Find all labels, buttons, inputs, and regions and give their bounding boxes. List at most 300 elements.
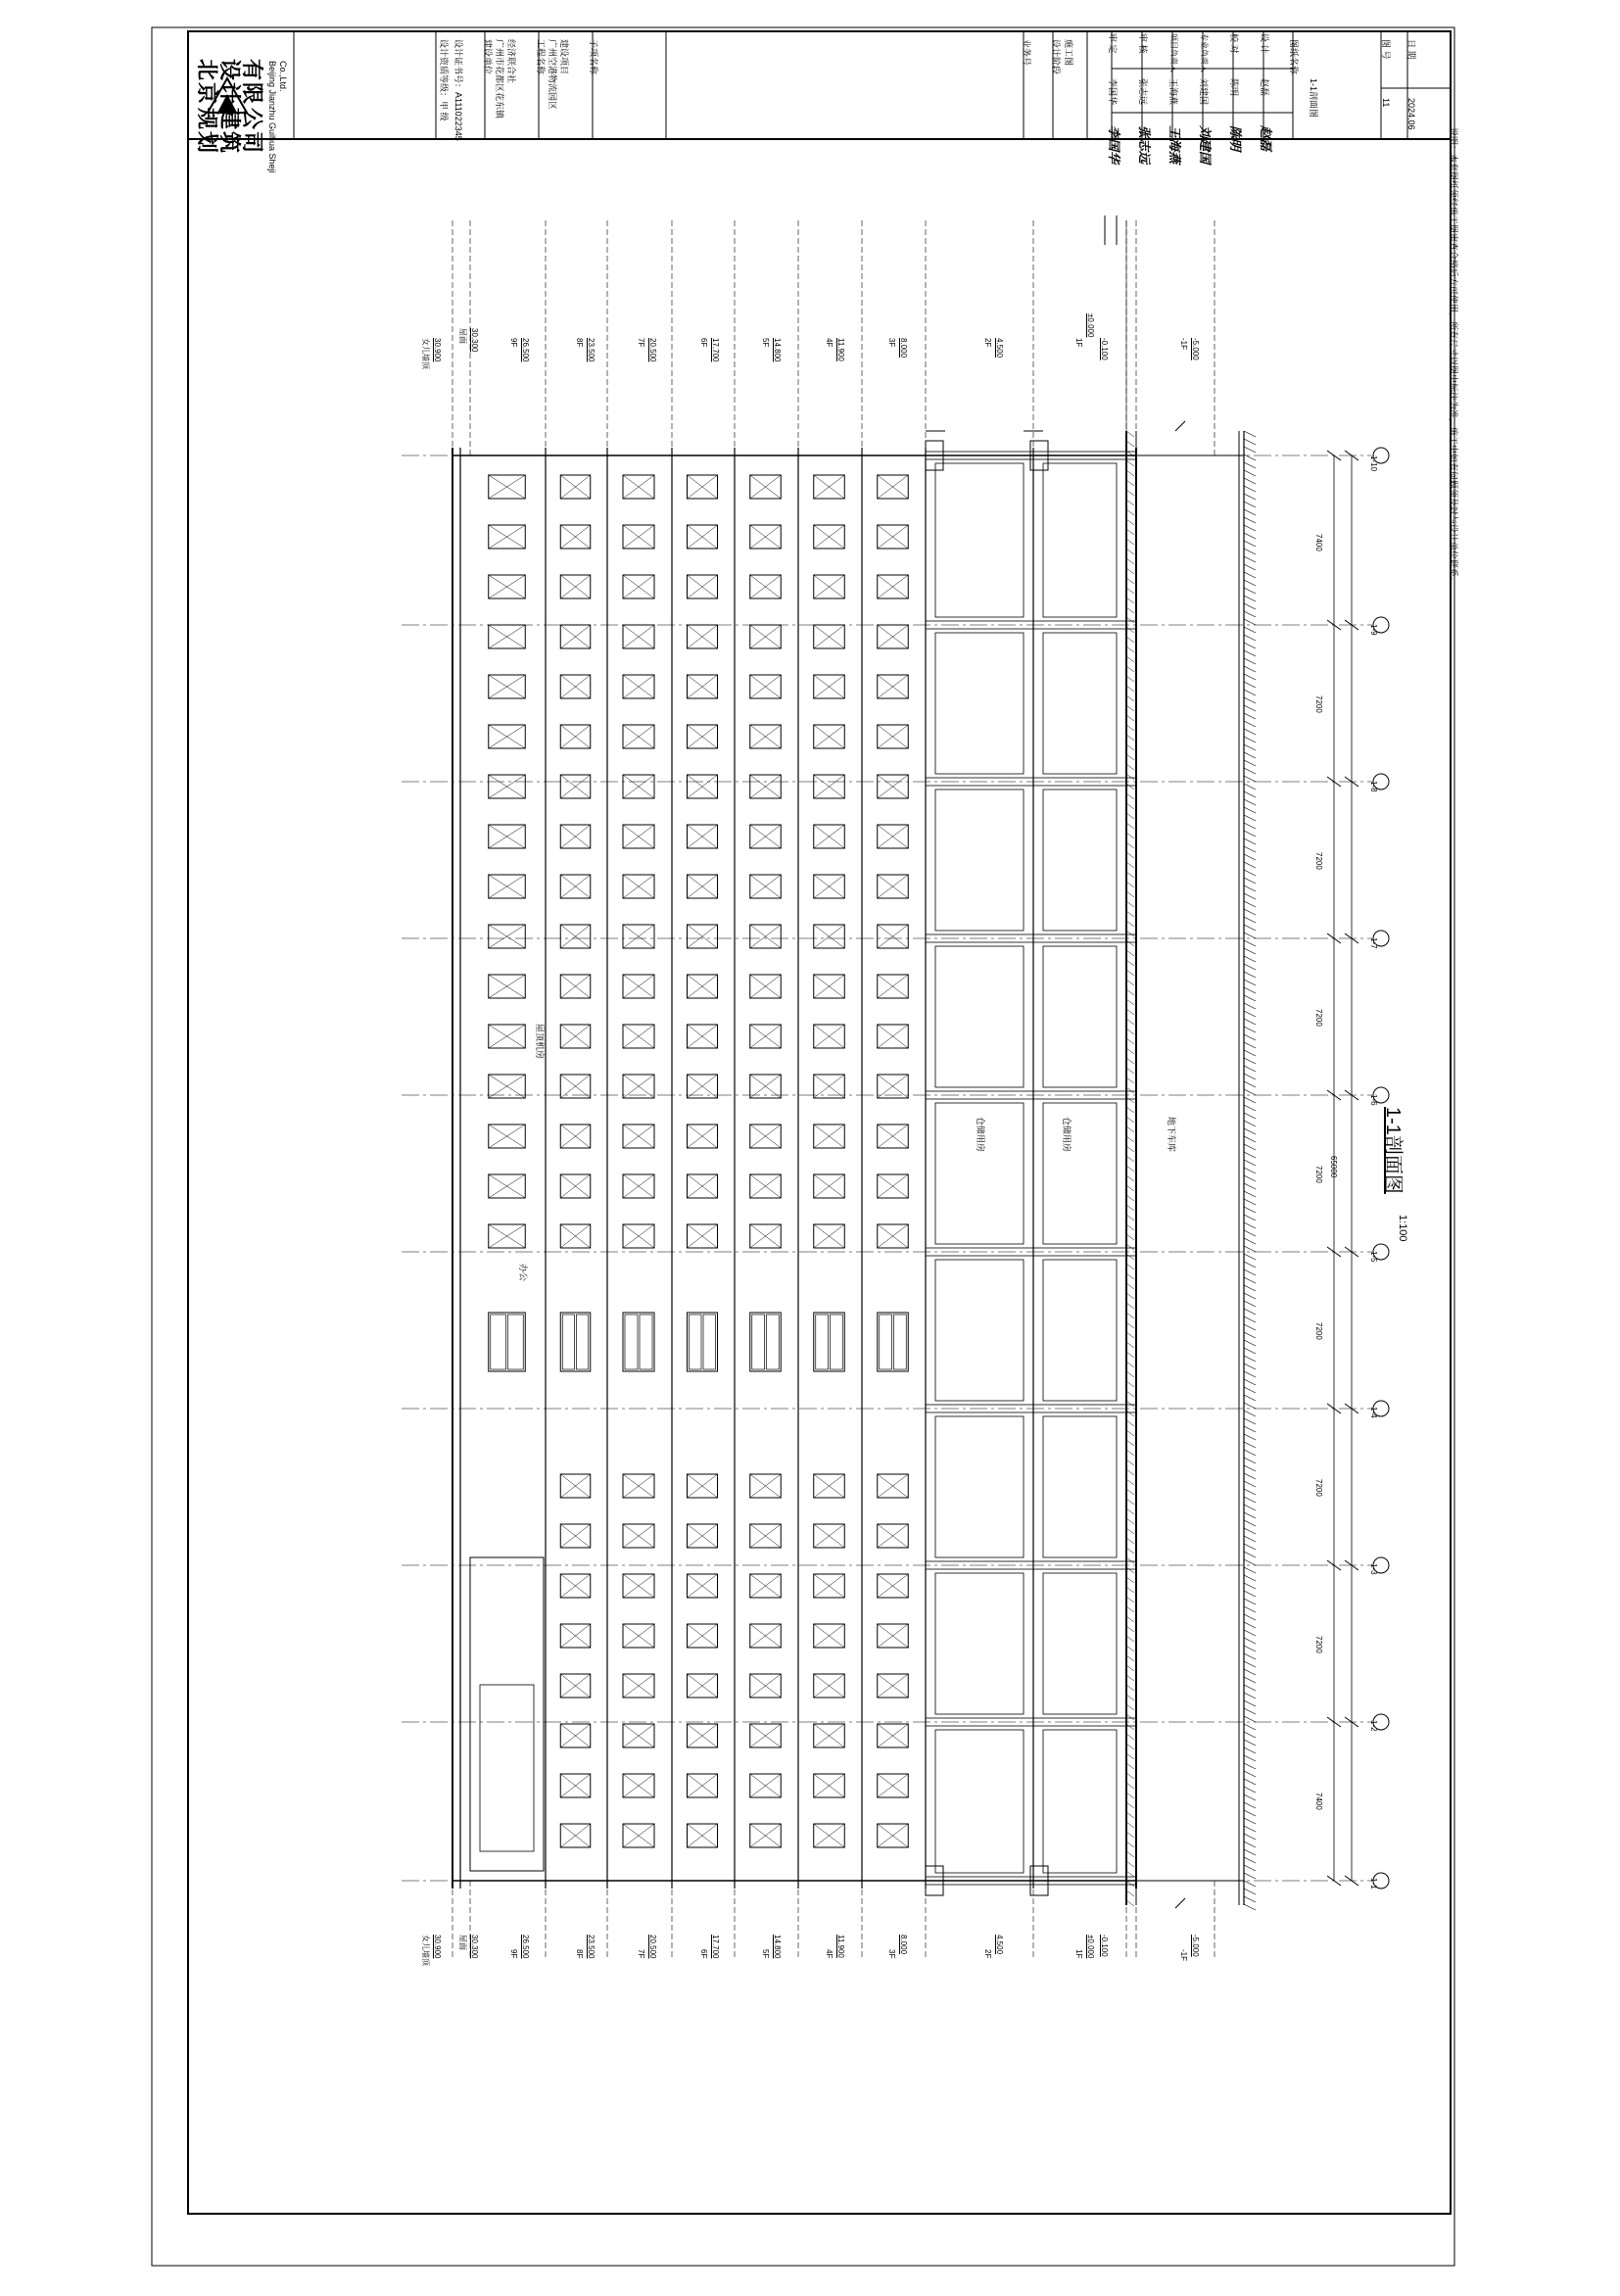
earth-hatch — [1244, 1802, 1256, 1808]
earth-hatch — [1244, 878, 1256, 884]
sign-name-2: 王海燕 — [1168, 78, 1178, 106]
dim-1: 7200 — [1314, 1636, 1323, 1653]
sign-role-4: 校 对 — [1229, 33, 1239, 54]
basement-hatch — [1126, 509, 1134, 515]
dim-6: 7200 — [1314, 852, 1323, 870]
basement-hatch — [1126, 1890, 1134, 1896]
earth-hatch — [1244, 431, 1256, 437]
basement-hatch — [1126, 911, 1134, 917]
ground-room — [935, 946, 1024, 1087]
earth-hatch — [1244, 650, 1256, 656]
earth-hatch — [1244, 1152, 1256, 1158]
earth-hatch — [1244, 1215, 1256, 1220]
level-bottom-name-5: 6F — [699, 1949, 708, 1959]
door-panel — [750, 1313, 782, 1371]
earth-hatch — [1244, 1559, 1256, 1565]
dim-total: 65000 — [1329, 1156, 1338, 1178]
earth-hatch — [1244, 462, 1256, 468]
earth-hatch — [1244, 1599, 1256, 1604]
basement-hatch — [1126, 1254, 1134, 1260]
earth-hatch — [1244, 494, 1256, 500]
basement-hatch — [1126, 725, 1134, 731]
earth-hatch — [1244, 1536, 1256, 1542]
earth-hatch — [1244, 1034, 1256, 1040]
level-bottom-value-2: 26.500 — [521, 1935, 530, 1959]
basement-hatch — [1126, 676, 1134, 682]
level-top-name-4: 7F — [637, 338, 645, 348]
door-leaf — [767, 1315, 780, 1369]
earth-hatch — [1244, 1458, 1256, 1463]
ground-room — [1043, 1260, 1117, 1401]
level-top-name-1: 屋面 — [458, 328, 467, 344]
level-bottom-name-4: 7F — [637, 1949, 645, 1959]
basement-hatch — [1126, 617, 1134, 623]
sign-name-0: 李国华 — [1108, 78, 1118, 106]
earth-hatch — [1244, 1113, 1256, 1119]
axis-label-2: 1-3 — [1369, 1563, 1378, 1575]
basement-hatch — [1126, 1636, 1134, 1642]
sign-mark-0: 李国华 — [1106, 125, 1120, 165]
door-leaf — [880, 1315, 892, 1369]
basement-hatch — [1126, 1166, 1134, 1172]
earth-hatch — [1244, 807, 1256, 813]
company-name-2: 规划 — [194, 108, 219, 156]
earth-hatch — [1244, 1567, 1256, 1573]
basement-hatch — [1126, 1234, 1134, 1240]
door-leaf — [894, 1315, 907, 1369]
earth-hatch — [1244, 831, 1256, 837]
door-panel — [560, 1313, 591, 1371]
dim-8: 7400 — [1314, 534, 1323, 551]
earth-hatch — [1244, 1724, 1256, 1730]
basement-hatch — [1126, 627, 1134, 633]
earth-hatch — [1244, 1081, 1256, 1087]
earth-hatch — [1244, 909, 1256, 915]
earth-hatch — [1244, 1732, 1256, 1738]
basement-hatch — [1126, 1009, 1134, 1015]
ground-room — [1043, 1416, 1117, 1557]
basement-hatch — [1126, 784, 1134, 789]
ground-room — [1043, 463, 1117, 617]
ground-room — [935, 1573, 1024, 1714]
basement-hatch — [1126, 705, 1134, 711]
level-top-value-1: 30.300 — [470, 328, 479, 353]
basement-hatch — [1126, 1851, 1134, 1857]
earth-hatch — [1244, 1426, 1256, 1432]
basement-hatch — [1126, 1293, 1134, 1299]
drawing-name-value: 1-1剖面图 — [1309, 78, 1318, 119]
earth-hatch — [1244, 1520, 1256, 1526]
earth-hatch — [1244, 1246, 1256, 1252]
basement-hatch — [1126, 1146, 1134, 1152]
room-label-warehouse-1: 仓储用房 — [976, 1117, 985, 1153]
level-bottom-value-9: 4.500 — [995, 1935, 1004, 1955]
basement-hatch — [1126, 1371, 1134, 1377]
basement-hatch — [1126, 431, 1134, 437]
level-top-name-8: 3F — [887, 338, 896, 348]
earth-hatch — [1244, 1512, 1256, 1518]
basement-hatch — [1126, 1714, 1134, 1720]
basement-hatch — [1126, 823, 1134, 829]
qualification-cert: 设计证书号：A111022345 — [453, 39, 463, 141]
earth-hatch — [1244, 1505, 1256, 1510]
axis-label-6: 1-7 — [1369, 937, 1378, 949]
earth-hatch — [1244, 705, 1256, 711]
earth-hatch — [1244, 1763, 1256, 1769]
basement-hatch — [1126, 1126, 1134, 1132]
basement-hatch — [1126, 774, 1134, 780]
basement-hatch — [1126, 735, 1134, 741]
earth-hatch — [1244, 854, 1256, 860]
sign-mark-1: 张志远 — [1136, 125, 1151, 165]
basement-hatch — [1126, 1783, 1134, 1789]
basement-hatch — [1126, 1450, 1134, 1456]
basement-hatch — [1126, 1626, 1134, 1632]
basement-hatch — [1126, 1734, 1134, 1740]
basement-hatch — [1126, 460, 1134, 466]
room-label-office: 办公 — [518, 1264, 528, 1282]
earth-hatch — [1244, 1552, 1256, 1557]
basement-hatch — [1126, 1028, 1134, 1034]
door-panel — [688, 1313, 718, 1371]
basement-hatch — [1126, 529, 1134, 535]
earth-hatch — [1244, 533, 1256, 539]
basement-hatch — [1126, 1597, 1134, 1602]
earth-hatch — [1244, 697, 1256, 703]
basement-hatch — [1126, 480, 1134, 486]
level-bottom-name-8: 3F — [887, 1949, 896, 1959]
earth-hatch — [1244, 893, 1256, 899]
basement-hatch — [1126, 970, 1134, 976]
door-leaf — [491, 1315, 506, 1369]
earth-hatch — [1244, 1434, 1256, 1440]
earth-hatch — [1244, 1834, 1256, 1840]
basement-hatch — [1126, 980, 1134, 985]
earth-hatch — [1244, 674, 1256, 680]
basement-hatch — [1126, 754, 1134, 760]
earth-hatch — [1244, 635, 1256, 641]
ground-room — [935, 1260, 1024, 1401]
earth-hatch — [1244, 972, 1256, 978]
earth-hatch — [1244, 1614, 1256, 1620]
sign-mark-2: 王海燕 — [1167, 125, 1181, 165]
axis-label-8: 1-9 — [1369, 624, 1378, 636]
level-top-name-10: 1F — [1074, 338, 1083, 348]
earth-hatch — [1244, 572, 1256, 578]
earth-hatch — [1244, 1771, 1256, 1777]
earth-hatch — [1244, 1842, 1256, 1847]
company-name-4: 建筑 — [216, 108, 242, 156]
basement-hatch — [1126, 1381, 1134, 1387]
earth-hatch — [1244, 980, 1256, 985]
subproject-label: 子项名称 — [589, 39, 598, 75]
earth-hatch — [1244, 1293, 1256, 1299]
ground-room — [1043, 633, 1117, 774]
earth-hatch — [1244, 1630, 1256, 1636]
earth-hatch — [1244, 564, 1256, 570]
door-panel — [814, 1313, 845, 1371]
earth-hatch — [1244, 823, 1256, 829]
earth-hatch — [1244, 1050, 1256, 1056]
sign-name-5: 赵磊 — [1260, 78, 1269, 97]
earth-hatch — [1244, 838, 1256, 844]
earth-hatch — [1244, 1646, 1256, 1651]
earth-hatch — [1244, 799, 1256, 805]
earth-hatch — [1244, 1544, 1256, 1550]
basement-hatch — [1126, 441, 1134, 447]
earth-hatch — [1244, 1168, 1256, 1173]
earth-hatch — [1244, 1136, 1256, 1142]
earth-hatch — [1244, 791, 1256, 797]
level-top-value-3: 23.500 — [587, 338, 596, 362]
basement-hatch — [1126, 931, 1134, 936]
earth-hatch — [1244, 549, 1256, 554]
earth-hatch — [1244, 948, 1256, 954]
basement-hatch — [1126, 872, 1134, 878]
basement-hatch — [1126, 539, 1134, 545]
basement-hatch — [1126, 1832, 1134, 1838]
basement-hatch — [1126, 1900, 1134, 1906]
basement-hatch — [1126, 1097, 1134, 1103]
basement-hatch — [1126, 1058, 1134, 1064]
level-bottom-name-9: 2F — [983, 1949, 992, 1959]
earth-hatch — [1244, 1685, 1256, 1691]
earth-hatch — [1244, 486, 1256, 492]
earth-hatch — [1244, 1332, 1256, 1338]
sign-mark-4: 陈明 — [1227, 125, 1242, 152]
basement-hatch — [1126, 715, 1134, 721]
level-bottom-value-11: -0.100 — [1100, 1935, 1109, 1957]
earth-hatch — [1244, 447, 1256, 453]
basement-hatch — [1126, 1479, 1134, 1485]
basement-hatch — [1126, 803, 1134, 809]
basement-hatch — [1126, 813, 1134, 819]
basement-hatch — [1126, 882, 1134, 887]
earth-hatch — [1244, 760, 1256, 766]
earth-hatch — [1244, 556, 1256, 562]
basement-hatch — [1126, 1107, 1134, 1113]
inner-frame — [188, 31, 1451, 2214]
earth-hatch — [1244, 643, 1256, 648]
earth-hatch — [1244, 1371, 1256, 1377]
earth-hatch — [1244, 713, 1256, 719]
basement-hatch — [1126, 999, 1134, 1005]
basement-hatch — [1126, 1802, 1134, 1808]
basement-hatch — [1126, 1704, 1134, 1710]
basement-hatch — [1126, 1881, 1134, 1887]
basement-hatch — [1126, 666, 1134, 672]
earth-hatch — [1244, 956, 1256, 962]
earth-hatch — [1244, 1316, 1256, 1322]
level-bottom-value-1: 30.300 — [470, 1935, 479, 1959]
level-top-value-8: 8.000 — [899, 338, 908, 359]
earth-hatch — [1244, 1324, 1256, 1330]
earth-hatch — [1244, 1042, 1256, 1048]
earth-hatch — [1244, 1787, 1256, 1793]
basement-hatch — [1126, 1606, 1134, 1612]
level-top-value-11: -0.100 — [1100, 338, 1109, 360]
earth-hatch — [1244, 1865, 1256, 1871]
earth-hatch — [1244, 964, 1256, 970]
earth-hatch — [1244, 1340, 1256, 1346]
earth-hatch — [1244, 917, 1256, 923]
break-mark — [1175, 1898, 1185, 1908]
earth-hatch — [1244, 1810, 1256, 1816]
basement-hatch — [1126, 637, 1134, 643]
axis-label-0: 1-1 — [1369, 1878, 1378, 1889]
basement-hatch — [1126, 1744, 1134, 1749]
earth-hatch — [1244, 1395, 1256, 1401]
basement-hatch — [1126, 558, 1134, 564]
client-value-2: 经济联合社 — [506, 39, 516, 84]
earth-hatch — [1244, 1881, 1256, 1887]
earth-hatch — [1244, 1473, 1256, 1479]
door-panel — [623, 1313, 654, 1371]
level-bottom-name-1: 屋面 — [458, 1935, 467, 1950]
earth-hatch — [1244, 1693, 1256, 1698]
date-value: 2024.06 — [1406, 98, 1416, 130]
earth-hatch — [1244, 768, 1256, 774]
basement-hatch — [1126, 1469, 1134, 1475]
basement-hatch — [1126, 1508, 1134, 1514]
sign-role-5: 设 计 — [1260, 33, 1269, 54]
basement-hatch — [1126, 1459, 1134, 1465]
project-value-2: 建设项目 — [559, 39, 569, 75]
company-name-en-1: Beijing Jianzhu Guihua Sheji — [267, 61, 277, 173]
earth-hatch — [1244, 580, 1256, 586]
basement-hatch — [1126, 1401, 1134, 1407]
earth-hatch — [1244, 1465, 1256, 1471]
basement-hatch — [1126, 588, 1134, 594]
basement-hatch — [1126, 1411, 1134, 1416]
basement-hatch — [1126, 1812, 1134, 1818]
earth-hatch — [1244, 1144, 1256, 1150]
axis-label-5: 1-6 — [1369, 1094, 1378, 1106]
basement-hatch — [1126, 1117, 1134, 1123]
earth-hatch — [1244, 1528, 1256, 1534]
earth-hatch — [1244, 1755, 1256, 1761]
level-top-name-2: 9F — [509, 338, 518, 348]
level-bottom-name-7: 4F — [825, 1949, 834, 1959]
door-leaf — [640, 1315, 652, 1369]
basement-hatch — [1126, 1567, 1134, 1573]
basement-hatch — [1126, 1303, 1134, 1309]
basement-hatch — [1126, 519, 1134, 525]
basement-hatch — [1126, 1313, 1134, 1318]
earth-hatch — [1244, 1003, 1256, 1009]
basement-hatch — [1126, 1695, 1134, 1700]
basement-hatch — [1126, 1087, 1134, 1093]
basement-hatch — [1126, 1136, 1134, 1142]
earth-hatch — [1244, 1183, 1256, 1189]
basement-hatch — [1126, 1430, 1134, 1436]
outer-frame — [152, 27, 1454, 2266]
earth-hatch — [1244, 1199, 1256, 1205]
door-leaf — [690, 1315, 702, 1369]
earth-hatch — [1244, 1066, 1256, 1072]
earth-hatch — [1244, 1027, 1256, 1032]
earth-hatch — [1244, 1387, 1256, 1393]
project-value-1: 广州空港物流园区 — [548, 39, 557, 111]
drawing-name-label: 图纸名称 — [1289, 39, 1299, 75]
earth-hatch — [1244, 1074, 1256, 1079]
basement-hatch — [1126, 1724, 1134, 1730]
basement-hatch — [1126, 1773, 1134, 1779]
basement-hatch — [1126, 1215, 1134, 1220]
basement-hatch — [1126, 1528, 1134, 1534]
door-leaf — [508, 1315, 524, 1369]
earth-hatch — [1244, 1896, 1256, 1902]
basement-hatch — [1126, 1264, 1134, 1269]
basement-hatch — [1126, 695, 1134, 701]
company-name-6: 公司 — [239, 108, 264, 156]
basement-outline — [1126, 455, 1244, 1881]
level-top-value-7: 11.900 — [836, 338, 845, 361]
basement-hatch — [1126, 1871, 1134, 1877]
earth-hatch — [1244, 1740, 1256, 1746]
earth-hatch — [1244, 933, 1256, 938]
basement-hatch — [1126, 1019, 1134, 1025]
earth-hatch — [1244, 658, 1256, 664]
sign-name-4: 陈明 — [1229, 78, 1239, 97]
basement-hatch — [1126, 852, 1134, 858]
ground-room — [1043, 1103, 1117, 1244]
earth-hatch — [1244, 1269, 1256, 1275]
earth-hatch — [1244, 1889, 1256, 1894]
earth-hatch — [1244, 1669, 1256, 1675]
basement-hatch — [1126, 1156, 1134, 1162]
earth-hatch — [1244, 1379, 1256, 1385]
earth-hatch — [1244, 478, 1256, 484]
door-leaf — [752, 1315, 765, 1369]
earth-hatch — [1244, 1301, 1256, 1307]
sign-role-2: 项目负责人 — [1169, 33, 1178, 72]
basement-hatch — [1126, 1518, 1134, 1524]
basement-hatch — [1126, 1322, 1134, 1328]
basement-hatch — [1126, 1332, 1134, 1338]
earth-hatch — [1244, 925, 1256, 931]
sign-role-0: 审 定 — [1108, 33, 1118, 54]
dim-2: 7200 — [1314, 1479, 1323, 1497]
earth-hatch — [1244, 1411, 1256, 1416]
ground-room — [935, 1730, 1024, 1873]
earth-hatch — [1244, 1175, 1256, 1181]
earth-hatch — [1244, 1238, 1256, 1244]
ground-room — [1043, 789, 1117, 931]
earth-hatch — [1244, 1873, 1256, 1879]
basement-hatch — [1126, 1861, 1134, 1867]
earth-hatch — [1244, 1583, 1256, 1589]
level-bottom-value-12: -5.000 — [1191, 1935, 1200, 1957]
basement-hatch — [1126, 1195, 1134, 1201]
basement-hatch — [1126, 598, 1134, 603]
level-bottom-value-0: 30.900 — [433, 1935, 442, 1959]
room-label-warehouse-2: 仓储用房 — [1062, 1117, 1072, 1153]
earth-hatch — [1244, 1481, 1256, 1487]
earth-hatch — [1244, 1606, 1256, 1612]
basement-hatch — [1126, 833, 1134, 838]
company-name-5: 有限 — [239, 59, 264, 107]
dim-5: 7200 — [1314, 1009, 1323, 1027]
earth-hatch — [1244, 596, 1256, 601]
basement-hatch — [1126, 989, 1134, 995]
basement-hatch — [1126, 646, 1134, 652]
sign-mark-3: 刘建国 — [1197, 125, 1212, 165]
basement-hatch — [1126, 1352, 1134, 1358]
earth-hatch — [1244, 1128, 1256, 1134]
room-label-garage: 地下车库 — [1167, 1117, 1176, 1153]
level-top-value-9: 4.500 — [995, 338, 1004, 359]
